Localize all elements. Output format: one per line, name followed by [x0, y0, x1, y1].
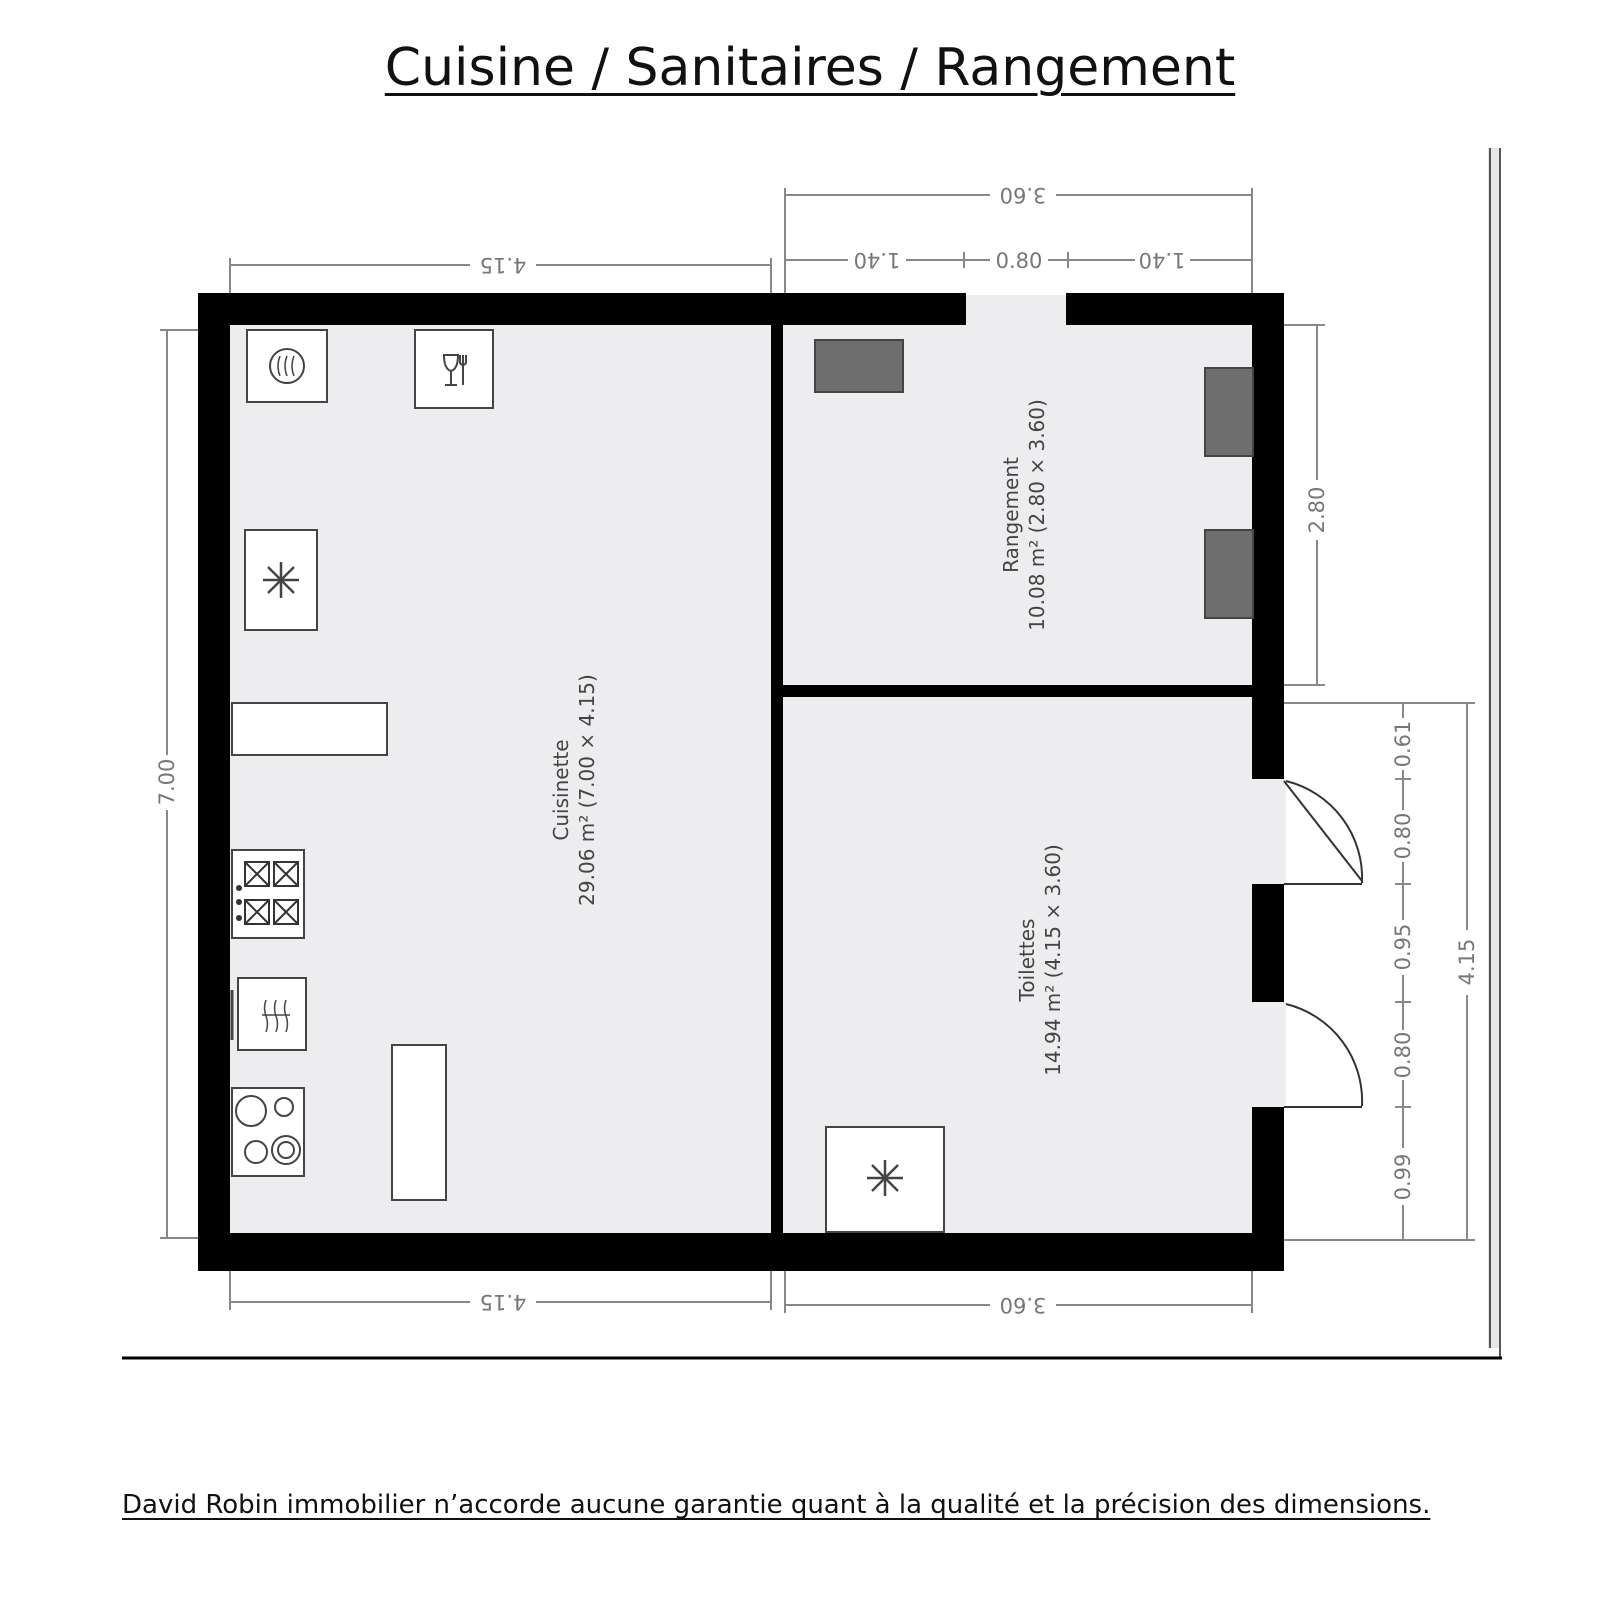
- dishwasher: [415, 330, 493, 408]
- electric-cooktop: [232, 1088, 304, 1176]
- doorway-rangement: [964, 295, 1068, 327]
- dim-storage-right: 1.40: [1138, 248, 1186, 272]
- washing-machine: [247, 330, 327, 402]
- storage-unit-3: [1205, 530, 1253, 618]
- dim-storage-left: 1.40: [853, 248, 901, 272]
- oven: [232, 978, 306, 1050]
- floor-cuisinette: [230, 325, 771, 1233]
- svg-text:29.06 m² (7.00 × 4.15): 29.06 m² (7.00 × 4.15): [575, 674, 599, 906]
- counter: [232, 703, 387, 755]
- gas-stove: [232, 850, 304, 938]
- dim-toilet-seg-2: 0.80: [1391, 812, 1415, 860]
- toilet-fridge: [826, 1127, 944, 1232]
- dim-storage-total: 3.60: [999, 183, 1047, 207]
- frame-right: [1488, 148, 1500, 1358]
- svg-text:14.94 m² (4.15 × 3.60): 14.94 m² (4.15 × 3.60): [1041, 844, 1065, 1076]
- dim-toilet-bottom: 3.60: [999, 1293, 1047, 1317]
- doorway-toilettes-2: [1252, 1002, 1286, 1107]
- svg-text:Cuisinette: Cuisinette: [549, 739, 573, 841]
- dim-kitchen-bottom: 4.15: [479, 1290, 527, 1314]
- dim-toilet-seg-5: 0.99: [1391, 1153, 1415, 1201]
- dim-storage-height: 2.80: [1305, 486, 1329, 534]
- kitchen-island: [392, 1045, 446, 1200]
- svg-text:Rangement: Rangement: [999, 457, 1023, 573]
- doorway-toilettes-1: [1252, 779, 1286, 884]
- dim-toilet-seg-1: 0.61: [1391, 720, 1415, 768]
- svg-text:10.08 m² (2.80 × 3.60): 10.08 m² (2.80 × 3.60): [1025, 399, 1049, 631]
- fridge: [245, 530, 317, 630]
- dim-storage-door: 0.80: [995, 249, 1043, 273]
- storage-unit-1: [815, 340, 903, 392]
- dim-kitchen-height: 7.00: [155, 758, 179, 806]
- page-title: Cuisine / Sanitaires / Rangement: [384, 38, 1236, 98]
- dim-toilet-seg-3: 0.95: [1391, 923, 1415, 971]
- dim-kitchen-top: 4.15: [479, 253, 527, 277]
- storage-unit-2: [1205, 368, 1253, 456]
- dim-toilet-height: 4.15: [1455, 938, 1479, 986]
- dim-toilet-seg-4: 0.80: [1391, 1031, 1415, 1079]
- door-swing-2: [1284, 1004, 1362, 1107]
- svg-text:Toilettes: Toilettes: [1015, 918, 1039, 1002]
- door-swing-1: [1284, 781, 1362, 884]
- disclaimer: David Robin immobilier n’accorde aucune garantie quant à la qualité et la précision des dimensions.: [122, 1490, 1431, 1520]
